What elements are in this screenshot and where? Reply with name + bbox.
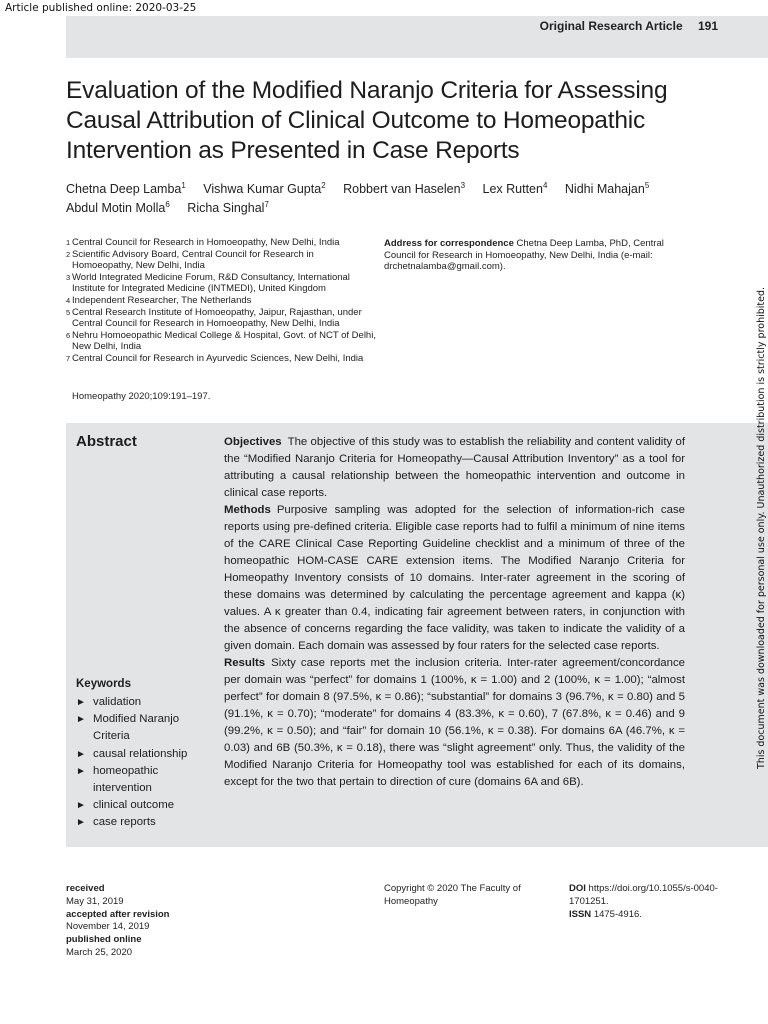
keyword-item: ► causal relationship: [76, 746, 216, 763]
abstract-results: Results Sixty case reports met the inclusion criteria. Inter-rater agreement/concordance per domain was “perfect” for domains 1 (100%, κ = 1.00) and 2 (100%, κ = 1.00); “almost perfect” for domain 8 (97.5%, κ = 0.86); “substantial” for domains 3 (96.7%, κ = 0.80) and 5 (91.1%, κ = 0.70); “moderate” for domains 4 (83.3%, κ = 0.60), 7 (67.8%, κ = 0.46) and 9 (99.2%, κ = 0.50); and “fair” for domain 10 (56.1%, κ = 0.38). For domains 6A (46.7%, κ = 0.03) and 6B (50.3%, κ = 0.18), there was “slight agreement” only. Thus, the validity of the Modified Naranjo Criteria for Homeopathy tool was established for each of its domains, except for the two that pertain to direction of cure (domains 6A and 6B).: [224, 657, 685, 788]
author-list: [66, 180, 706, 218]
arrow-icon: ►: [76, 714, 86, 726]
author: Richa Singhal$^7$: [187, 199, 269, 215]
keyword-item: ► homeopathic intervention: [76, 763, 216, 797]
author: Lex Rutten$^4$: [482, 180, 548, 196]
abstract-body: [224, 434, 685, 791]
affiliation: 4 Independent Researcher, The Netherlands: [66, 294, 252, 306]
affiliation-list: [66, 237, 376, 365]
affiliation: 3 World Integrated Medicine Forum, R&D Consultancy, International Institute for Integrated Medicine (INTMEDI), United Kingdom: [66, 271, 350, 295]
keyword-item: ► validation: [76, 694, 216, 711]
download-notice: This document was downloaded for personal use only. Unauthorized distribution is strictly prohibited.: [756, 286, 767, 769]
correspondence: [384, 238, 684, 273]
arrow-icon: ►: [76, 748, 86, 760]
arrow-icon: ►: [76, 697, 86, 708]
author: Robbert van Haselen$^3$: [343, 180, 466, 196]
abstract-heading: Abstract: [76, 433, 137, 450]
article-dates: received May 31, 2019 accepted after revision November 14, 2019 published online March 25, 2020: [66, 883, 170, 958]
author: Nidhi Mahajan$^5$: [564, 180, 650, 196]
correspondence-text: Chetna Deep Lamba, PhD, Central Council for Research in Homoeopathy, New Delhi, India (e-mail: drchetnalamba@gmail.com).: [384, 238, 664, 273]
author: Vishwa Kumar Gupta$^2$: [203, 180, 326, 196]
keyword-item: ► case reports: [76, 814, 216, 831]
keywords-heading: Keywords: [76, 678, 131, 690]
abstract-methods: Methods Purposive sampling was adopted for the selection of information-rich case reports using pre-defined criteria. Eligible case reports had to fulfil a minimum of nine items of the CARE Clinical Case Reporting Guideline checklist and a minimum of three of the homeopathic HOM-CASE CARE extension items. The Modified Naranjo Criteria for Homeopathy Inventory consists of 10 domains. Inter-rater agreement in the scoring of these domains was determined by calculating the percentage agreement and kappa (κ) values. A κ greater than 0.4, indicating fair agreement between raters, in conjunction with the absence of concerns regarding the face validity, was taken to indicate the validity of a given domain. Each domain was assessed by four raters for the selected case reports.: [224, 504, 685, 652]
affiliation: 7 Central Council for Research in Ayurvedic Sciences, New Delhi, India: [66, 352, 364, 364]
keyword-item: ► Modified Naranjo Criteria: [76, 711, 216, 745]
affiliation: 6 Nehru Homoeopathic Medical College & Hospital, Govt. of NCT of Delhi, New Delhi, India: [66, 329, 376, 353]
arrow-icon: ►: [76, 800, 86, 812]
affiliation: 5 Central Research Institute of Homoeopathy, Jaipur, Rajasthan, under Central Council for Research in Homoeopathy, New Delhi, India: [66, 306, 362, 330]
arrow-icon: ►: [76, 817, 86, 829]
affiliation: 2 Scientific Advisory Board, Central Council for Research in Homoeopathy, New Delhi, India: [66, 248, 314, 272]
journal-citation: Homeopathy 2020;109:191–197.: [72, 391, 211, 402]
running-header: [540, 19, 718, 33]
abstract-objectives: Objectives The objective of this study was to establish the reliability and content validity of the “Modified Naranjo Criteria for Homeopathy—Causal Attribution Inventory” as a tool for attributing a causal relationship between the homeopathic intervention and outcome in clinical case reports.: [224, 436, 685, 499]
author: Abdul Motin Molla$^6$: [66, 199, 170, 215]
correspondence-label: Address for correspondence: [384, 238, 514, 249]
doi-block: DOI https://doi.org/10.1055/s-0040-1701251. ISSN 1475-4916.: [569, 883, 718, 920]
page-number: 191: [697, 19, 718, 33]
keyword-item: ► clinical outcome: [76, 797, 216, 814]
arrow-icon: ►: [76, 765, 86, 777]
doi-link[interactable]: https://doi.org/10.1055/s-0040-1701251.: [569, 883, 718, 907]
copyright-notice: Copyright © 2020 The Faculty of Homeopathy: [384, 883, 521, 907]
section-label: Original Research Article: [539, 19, 683, 33]
publication-note: Article published online: 2020-03-25: [5, 2, 197, 14]
article-title: Evaluation of the Modified Naranjo Criteria for Assessing Causal Attribution of Clinical Outcome to Homeopathic Intervention as Presented in Case Reports: [66, 77, 668, 164]
affiliation: 1 Central Council for Research in Homoeopathy, New Delhi, India: [66, 237, 340, 248]
author: Chetna Deep Lamba$^1$: [66, 180, 186, 196]
keyword-list: [76, 694, 216, 832]
